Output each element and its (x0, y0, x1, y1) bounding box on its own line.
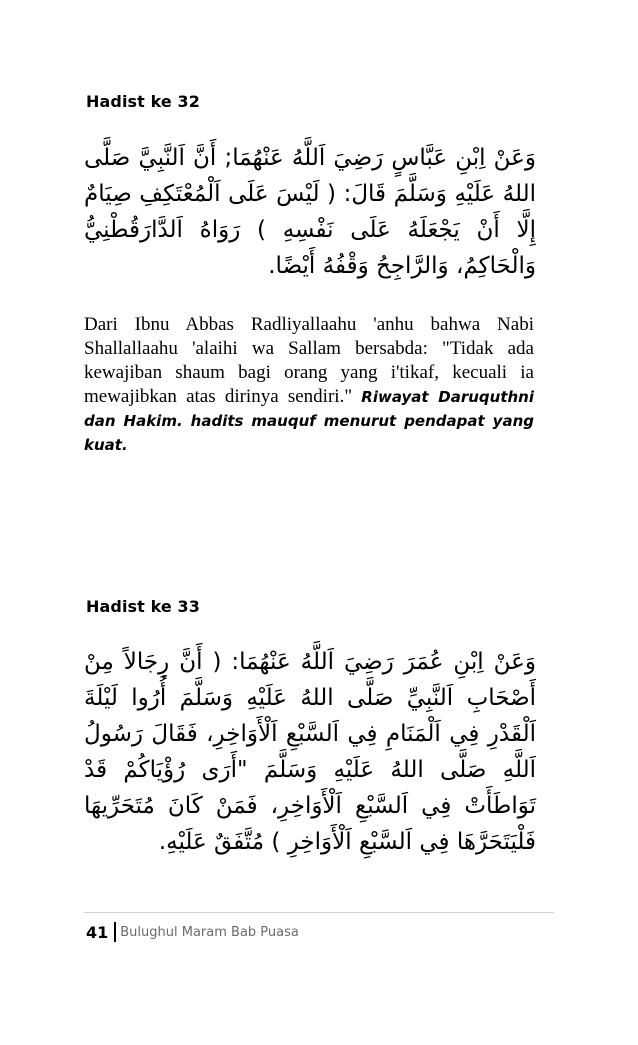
hadith-32-source-note: Riwayat Daruquthni dan Hakim. hadits mauquf menurut pendapat yang kuat. (84, 388, 534, 454)
page-number: 41 (86, 922, 109, 942)
hadith-32-heading: Hadist ke 32 (86, 92, 200, 111)
hadith-32-translation (84, 313, 534, 457)
footer-separator-bar (114, 922, 116, 942)
hadith-32-arabic-text: وَعَنْ اِبْنِ عَبَّاسٍ رَضِيَ اَللَّهُ عَنْهُمَا; أَنَّ اَلنَّبِيَّ صَلَّى اللهُ عَلَيْهِ وَسَلَّمَ قَالَ: ( لَيْسَ عَلَى اَلْمُعْتَكِفِ صِيَامٌ إِلَّا أَنْ يَجْعَلَهُ عَلَى نَفْسِهِ ) رَوَاهُ اَلدَّارَقُطْنِيُّ وَالْحَاكِمُ، وَالرَّاجِحُ وَقْفُهُ أَيْضًا. (84, 145, 536, 279)
footer-divider (84, 912, 554, 913)
running-title: Bulughul Maram Bab Puasa (120, 924, 299, 940)
hadith-32-translation-text: Dari Ibnu Abbas Radliyallaahu 'anhu bahwa Nabi Shallallaahu 'alaihi wa Sallam bersabda: "Tidak ada kewajiban shaum bagi orang yang i'tikaf, kecuali ia mewajibkan atas dirinya sendiri." (84, 314, 534, 407)
hadith-33-arabic-text: وَعَنْ اِبْنِ عُمَرَ رَضِيَ اَللَّهُ عَنْهُمَا: ( أَنَّ رِجَالاً مِنْ أَصْحَابِ اَلنَّبِيِّ صَلَّى اللهُ عَلَيْهِ وَسَلَّمَ أُرُوا لَيْلَةَ اَلْقَدْرِ فِي اَلْمَنَامِ فِي اَلسَّبْعِ اَلْأَوَاخِرِ، فَقَالَ رَسُولُ اَللَّهِ صَلَّى اللهُ عَلَيْهِ وَسَلَّمَ "أَرَى رُؤْيَاكُمْ قَدْ تَوَاطَأَتْ فِي اَلسَّبْعِ اَلْأَوَاخِرِ، فَمَنْ كَانَ مُتَحَرِّيهَا فَلْيَتَحَرَّهَا فِي اَلسَّبْعِ اَلْأَوَاخِرِ ) مُتَّفَقٌ عَلَيْهِ. (84, 649, 536, 855)
hadith-33-heading: Hadist ke 33 (86, 597, 200, 616)
page-footer (86, 922, 299, 942)
